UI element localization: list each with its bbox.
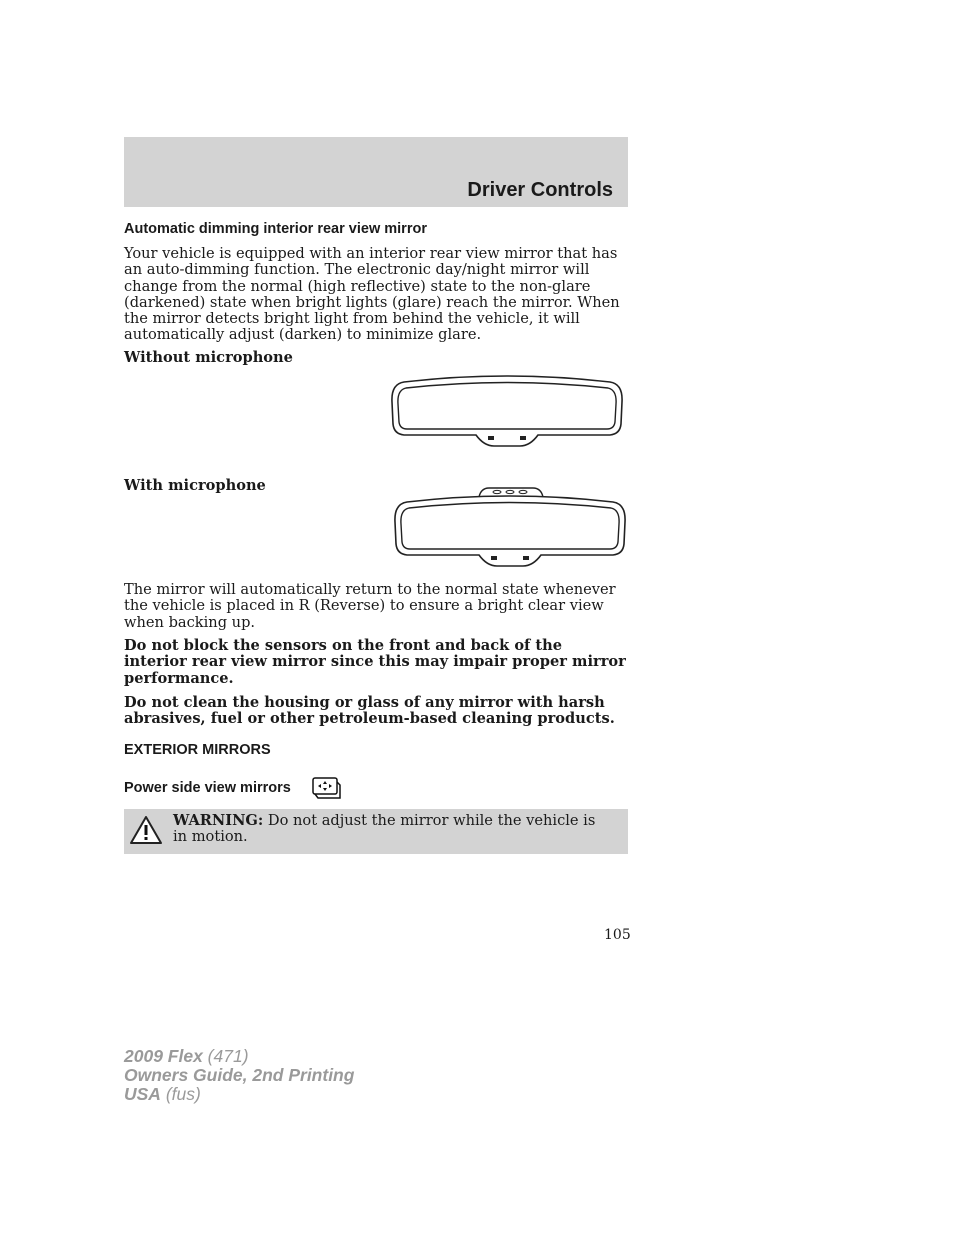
- section-heading: Automatic dimming interior rear view mirror: [124, 221, 427, 237]
- exterior-mirrors-heading: EXTERIOR MIRRORS: [124, 742, 271, 758]
- caution-cleaning: Do not clean the housing or glass of any mirror with harsh abrasives, fuel or other petroleum-based cleaning products.: [124, 694, 615, 728]
- header-band: [124, 137, 628, 207]
- reverse-note-paragraph: The mirror will automatically return to the normal state whenever the vehicle is placed in R (Reverse) to ensure a bright clear view when backing up.: [124, 581, 616, 631]
- section-title: Driver Controls: [467, 179, 613, 201]
- page-number: 105: [604, 927, 631, 943]
- warning-label: WARNING:: [173, 812, 264, 829]
- footer-market-code: (fus): [160, 1084, 201, 1104]
- mirror-without-microphone-illustration: [390, 372, 624, 448]
- footer-market: USA: [124, 1084, 161, 1104]
- label-with-microphone: With microphone: [124, 477, 266, 494]
- power-mirror-icon: [312, 777, 342, 799]
- power-side-mirrors-label: Power side view mirrors: [124, 780, 291, 796]
- footer-line-2: Owners Guide, 2nd Printing: [124, 1065, 355, 1085]
- warning-message: Do not adjust the mirror while the vehicle is in motion.: [173, 812, 596, 846]
- footer-model: 2009 Flex: [124, 1046, 203, 1066]
- caution-sensors: Do not block the sensors on the front and back of the interior rear view mirror since this may impair proper mirror performance.: [124, 637, 626, 687]
- warning-triangle-icon: [129, 815, 163, 845]
- footer: [124, 1047, 354, 1104]
- label-without-microphone: Without microphone: [124, 349, 293, 366]
- mirror-with-microphone-illustration: [393, 485, 627, 571]
- warning-box: [124, 809, 628, 854]
- intro-paragraph: Your vehicle is equipped with an interior rear view mirror that has an auto-dimming function. The electronic day/night mirror will change from the normal (high reflective) state to the non-glare (darkened) state when bright lights (glare) reach the mirror. When the mirror detects bright light from behind the vehicle, it will automatically adjust (darken) to minimize glare.: [124, 245, 620, 344]
- footer-model-code: (471): [202, 1046, 249, 1066]
- footer-line-3: [124, 1085, 354, 1104]
- footer-line-1: [124, 1047, 354, 1066]
- warning-text: [173, 813, 603, 846]
- power-side-mirrors-heading: [124, 780, 291, 796]
